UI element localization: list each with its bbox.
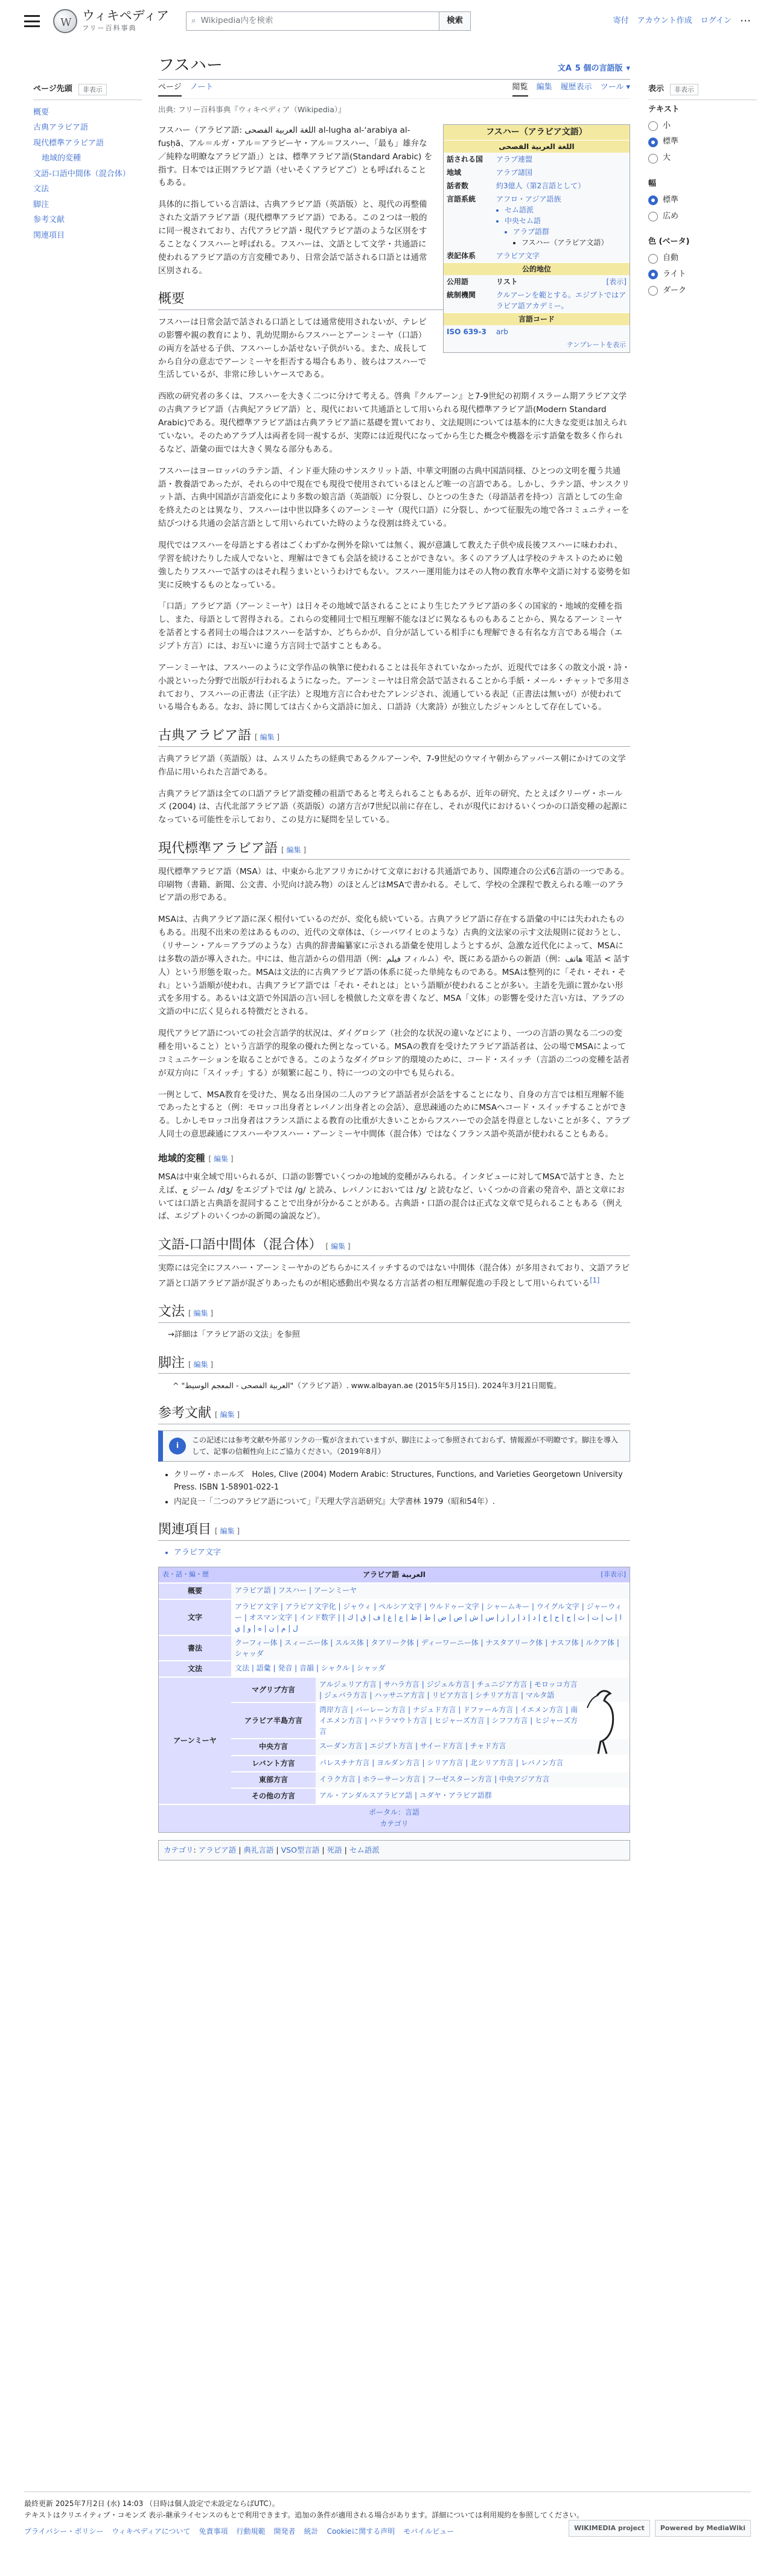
search-placeholder: Wikipedia内を検索: [200, 16, 273, 26]
search-form: [186, 11, 471, 31]
header-link[interactable]: ログイン: [700, 16, 732, 25]
intro-paragraph-2: 具体的に指している言語は、古典アラビア語（英語版）と、現代の再整備された文語アラビア語（現代標準アラビア語）である。この２つは一般的に同一視されており、古代アラビア語・現代アラビア語のような区別をすることなくフスハーと呼ばれる。フスハーは、文語として文学・共通語に使われるアラビア語の方言変種であり、日常会話で話される口語とは通常区別される。: [158, 200, 427, 276]
page-title: フスハー: [158, 56, 223, 75]
iso-label[interactable]: ISO 639-3: [447, 328, 486, 336]
radio-icon[interactable]: [648, 254, 658, 264]
toc-sidebar: [33, 83, 142, 243]
appearance-option[interactable]: [648, 194, 757, 207]
classical-paragraph: 古典アラビア語は全ての口語アラビア語変種の祖語であると考えられることもあるが、近年の研究、たとえばクリーヴ・ホールズ (2004) は、古代北部アラビア語（英語版）の諸方言が7世紀以前に存在し、それが現代におけるいくつかの口語変種の起源になっている可能性を示しており、この見方に疑問を呈している。: [158, 788, 628, 825]
family-3[interactable]: • アラブ語群: [513, 226, 627, 237]
regulator-value[interactable]: クルアーンを範とする。エジプトではアラビア語アカデミー。: [496, 291, 627, 310]
toc-item[interactable]: 文語-口語中間体（混合体）: [33, 169, 130, 179]
appearance-option-label: ダーク: [663, 285, 687, 295]
regional-paragraph: MSAは中東全域で用いられるが、口語の影響でいくつかの地域的変種がみられる。インタビューに対してMSAで話すとき、たとえば、ج ジーム /dʒ/ をエジプトでは /g/ と読み、レバノンにおいては /ʒ/ と読むなど、いくつかの音素の発音や、語と文章においては口語と古典語を混同することで出身が分かることがある。古典語・口語の混合は正式な文章で見られることもある（例えば、エジプトのいくつかの新聞の論説など）。: [158, 1172, 625, 1222]
category-link[interactable]: 死語: [327, 1845, 342, 1854]
appearance-sidebar: [648, 83, 757, 311]
tab-1[interactable]: ノート: [190, 82, 214, 92]
heading-notes: 脚注 [ 編集 ]: [158, 1355, 630, 1374]
last-modified: 最終更新 2025年7月2日 (水) 14:03 （日時は個人設定で未設定ならばUTC）。: [24, 2499, 279, 2508]
category-link[interactable]: セム語派: [349, 1845, 380, 1854]
citation-notice: [158, 1430, 630, 1462]
mixed-text: 実際には完全にフスハー・アーンミーヤかのどちらかにスイッチするのではない中間体（混合体）が多用されており、文語アラビア語と口語アラビア語が混ざりあったものが相応感動出や異なる方言話者の相互理解促進の手段として用いられている: [158, 1263, 630, 1289]
infobox-family-label: 言語系統: [447, 195, 476, 203]
navbox-category-link[interactable]: カテゴリ: [380, 1819, 409, 1829]
heading-overview-text: 概要: [158, 291, 185, 307]
appearance-title: 表示: [648, 84, 665, 94]
infobox-native-name: اللغة العربية الفصحى: [444, 140, 630, 153]
appearance-option-label: 小: [663, 121, 671, 130]
reference-item: • 内記良一「二つのアラビア語について」『天理大学言語研究』大学書林 1979（昭和54年）.: [174, 1496, 630, 1509]
heading-regional: 地域的変種 [ 編集 ]: [158, 1153, 234, 1164]
navbox-list[interactable]: アル・アンダルスアラビア語 | ユダヤ・アラビア語群: [316, 1789, 630, 1804]
appearance-header: [648, 83, 757, 100]
radio-icon[interactable]: [648, 212, 658, 221]
personal-tools: [613, 13, 751, 30]
navbox-toggle[interactable]: [非表示]: [601, 1570, 626, 1578]
navbox-title[interactable]: アラビア語: [363, 1570, 400, 1579]
action-tab-1[interactable]: 編集: [536, 82, 552, 92]
navbox-subrow: [231, 1738, 630, 1754]
action-tab-2[interactable]: 履歴表示: [560, 82, 592, 92]
more-options-icon[interactable]: ⋯: [740, 14, 751, 27]
overview-paragraph: アーンミーヤは、フスハーのように文学作品の執筆に使われることは長年されていなかったが、近現代では多くの散文小説・詩・小説といった分野で出版が行われるようになった。アーンミーヤは日常会話で話されることから手紙・メール・チャットで多用されており、フスハーの正書法（正字法）と現地方言に合わせたアレンジされ、流通している表記（正書法は無いが）が使われている場合もある。なお、詩に関しては古くから文語詩に加え、口語詩（大衆詩）が独立したジャンルとして存在している。: [158, 662, 630, 712]
language-button[interactable]: [558, 63, 630, 75]
infobox-row-label: 話される国: [447, 155, 483, 163]
toc-item[interactable]: 文法: [33, 185, 49, 194]
appearance-option-label: 大: [663, 153, 671, 163]
appearance-option[interactable]: [648, 285, 757, 297]
navbox-title-arabic: العربية: [401, 1570, 426, 1579]
category-box: カテゴリ: アラビア語 | 典礼言語 | VSO型言語 | 死語 | セム語派: [158, 1840, 630, 1861]
footer-link[interactable]: プライバシー・ポリシー: [24, 2527, 104, 2536]
infobox-family: [493, 192, 630, 249]
heading-classical-text: 古典アラビア語: [158, 728, 252, 744]
navbox-list[interactable]: アルジェリア方言 | サハラ方言 | ジジェル方言 | チュニジア方言 | モロッコ方言 | ジェバラ方言 | ハッサニア方言 | リビア方言 | シチリア方言 | マルタ語: [316, 1678, 630, 1702]
appearance-option-label: 自動: [663, 253, 679, 263]
radio-icon[interactable]: [648, 138, 658, 147]
footer-badge[interactable]: WIKIMEDIA project: [569, 2520, 650, 2537]
search-input[interactable]: [186, 11, 439, 31]
grammar-hatnote[interactable]: →詳細は「アラビア語の文法」を参照: [168, 1330, 300, 1339]
navbox-row: [159, 1635, 630, 1660]
infobox-template-link[interactable]: テンプレートを表示: [566, 341, 626, 349]
heading-related-text: 関連項目: [158, 1522, 212, 1538]
appearance-option-label: 広め: [663, 211, 679, 221]
site-logo[interactable]: [53, 9, 169, 34]
overview-paragraph: 西欧の研究者の多くは、フスハーを大きく二つに分けて考える。啓典『クルアーン』と7-9世紀の初期イスラーム期アラビア文学の古典アラビア語（古典紀アラビア語）と、現代において共通語として用いられる現代標準アラビア語(Modern Standard Arabic)である。現代標準アラビア語は古典アラビア語に基礎を置いており、文法規則については基本的に大きな変更は加えられていない。そのためアラブ人は両者を同一視するが、実際には近現代になってから生じた概念や機器を示す語彙を数多く作られるなど、語彙の面では大きく異なる部分もある。: [158, 392, 627, 454]
action-tab-3[interactable]: ツール ▾: [600, 82, 630, 92]
heading-mixed: 文語-口語中間体（混合体） [ 編集 ]: [158, 1237, 630, 1256]
heading-mixed-text: 文語-口語中間体（混合体）: [158, 1237, 322, 1253]
msa-paragraph: MSAは、古典アラビア語に深く根付いているのだが、変化も続いている。古典アラビア語に存在する語彙の中には失われたものもある。出現不出来の差はあるものの、近代の文章体は、（シーバワイヒのような）古典的文法家の示す文法規則に従おうとし、（リサーン・アル＝アラブのような）古典的辞書編纂家に示される語彙を使用しようとするが、急激な近代化によって、MSAには多数の語が導入された。中には、他言語からの借用語（例：فيلم フィルム）や、既にある語からの新語（例：هاتف 電話 < 話す人）という形態を取った。MSAは文法的に古典アラビア語の体系に従った単純なものである。MSAは整列的に「それ・それ・それ」という語順が使われ、古典アラビア語では「それ・それとは」という語順が使われることが多い。主語を先頭に置かない形式を多用する。あるいは文語で外国語の言い回しを模倣した文章を書くなど、MSA「文体」の影響を受けた言い方は、アラブの文語の中に広く見られる特徴だとされる。: [158, 915, 630, 1017]
site-sub: 出典: フリー百科事典『ウィキペディア（Wikipedia）』: [158, 105, 346, 114]
mixed-paragraph: [158, 1262, 630, 1290]
main-content: [158, 53, 630, 1861]
overview-paragraph: 「口語」アラビア語（アーンミーヤ）は日々その地域で話されることにより生じたアラビア語の多くの国家的・地域的変種を指し、また、母語として習得される。これらの変種同士で相互理解不能なほどに異なるものもあることから、異なるアーンミーヤを話者とする者同士の場合はフスハーを話すか、どちらかが、自分が話している相手にも理解できる有名な方言である場合（エジプト方言）には、お互いに違う方言同士で話すこともある。: [158, 601, 622, 651]
navbox-group-label[interactable]: アーンミーヤ: [159, 1678, 231, 1804]
heading-notes-text: 脚注: [158, 1355, 185, 1371]
infobox: [443, 124, 630, 353]
tab-0[interactable]: ページ: [158, 81, 182, 97]
toc-item[interactable]: 現代標準アラビア語: [33, 138, 104, 148]
reference-item: • クリーヴ・ホールズ Holes, Clive (2004) Modern Arabic: Structures, Functions, and Varieties Georgetown University Press. ISBN 1-58901-022-1: [174, 1469, 630, 1494]
edit-link[interactable]: 編集: [260, 733, 275, 742]
search-icon: ⌕: [191, 16, 196, 26]
wikipedia-globe-icon: [53, 9, 77, 33]
infobox-row-value[interactable]: アラブ連盟: [496, 155, 533, 163]
navbox-subrow: [231, 1702, 630, 1738]
edit-link[interactable]: 編集: [286, 846, 301, 855]
info-icon: i: [169, 1438, 186, 1455]
appearance-option-label: 標準: [663, 195, 679, 205]
toc-item[interactable]: 関連項目: [33, 230, 65, 240]
navbox-row: [159, 1582, 630, 1599]
heading-classical: 古典アラビア語 [ 編集 ]: [158, 728, 630, 747]
citation-notice-text: この記述には参考文献や外部リンクの一覧が含まれていますが、脚注によって参照されておらず、情報源が不明瞭です。脚注を導入して、記事の信頼性向上にご協力ください。（2019年8月）: [192, 1435, 618, 1456]
navbox-list[interactable]: イラク方言 | ホラーサーン方言 | フーゼスターン方言 | 中央アジア方言: [316, 1772, 630, 1788]
family-4: • フスハー（アラビア文語）: [521, 237, 627, 248]
radio-icon[interactable]: [648, 286, 658, 296]
toc-list: [33, 105, 142, 244]
footer-link[interactable]: 統計: [304, 2527, 319, 2536]
appearance-group-label: テキスト: [648, 104, 680, 114]
navbox-portal-link[interactable]: ポータル：言語: [368, 1808, 419, 1817]
navbox-footer: [159, 1804, 630, 1832]
toc-item[interactable]: 地域的変種: [42, 154, 81, 163]
footer-link[interactable]: 行動規範: [236, 2527, 266, 2536]
navbox-subrow: [231, 1755, 630, 1771]
navbox-subrow: [231, 1788, 630, 1804]
footer-link[interactable]: Cookieに関する声明: [327, 2527, 395, 2536]
navbox-subgroup-label[interactable]: 中央方言: [231, 1739, 316, 1754]
appearance-group: [648, 104, 757, 165]
navbox-row: [159, 1599, 630, 1635]
navbox-group-label[interactable]: 書法: [159, 1636, 231, 1660]
infobox-official-header: 公的地位: [444, 262, 630, 275]
navbox-subrow: [231, 1771, 630, 1788]
logo-title: ウィキペディア: [82, 8, 170, 23]
header-link[interactable]: アカウント作成: [637, 16, 692, 25]
intro-paragraph-1: フスハー（アラビア語: اللغة العربية الفصحى al-lugha al-ʻarabiya al-fuṣḥā、アル＝ルガ・アル＝アラビーヤ・アル＝フスハー、「最も」雄弁な／純粋な明瞭なアラビア語」）とは、標準アラビア語(Standard Arabic) を指す。日本では正則アラビア語（せいそくアラビアご）とも呼ばれることもある。: [158, 125, 433, 188]
appearance-option[interactable]: [648, 120, 757, 133]
infobox-row-value[interactable]: 約3億人（第2言語として）: [496, 182, 585, 190]
appearance-option-label: 標準: [663, 137, 679, 147]
family-0[interactable]: アフロ・アジア語族: [496, 195, 561, 203]
footer-badge[interactable]: Powered by MediaWiki: [655, 2520, 751, 2537]
iso-code[interactable]: arb: [496, 328, 508, 336]
reference-list: [158, 1469, 630, 1508]
overview-paragraph: フスハーはヨーロッパのラテン語、インド亜大陸のサンスクリット語、中華文明圏の古典中国語同様、ひとつの文明を覆う共通語・教養語であったが、それらの中で現在でも現役で使用されているほとんど唯一の言語である。しかし、ラテン語、サンスクリット語、古典中国語が言語変化により多数の娘言語（英語版）に分裂し、ひとつの生きた（母語話者を持つ）言語としての生命を終えたのとは異なり、フスハーは中世以降多くのアーンミーヤ（現代口語）に分裂し、かつて征服先の地で各コミュニティーを結びつける共通の会話言語として用いられていた時のような役割は終えている。: [158, 466, 630, 529]
msa-paragraph: 現代標準アラビア語（MSA）は、中東から北アフリカにかけて文章における共通語であり、国際連合の公式6言語の一つである。印刷物（書籍、新聞、公文書、小児向け読み物）のほとんどはMSAで書かれる。そして、学校の全課程で教えられる唯一のアラビア語の形である。: [158, 866, 630, 903]
edit-link[interactable]: 編集: [193, 1309, 208, 1318]
navbox-list[interactable]: アラビア語 | フスハー | アーンミーヤ: [231, 1584, 630, 1599]
navbox-group-label[interactable]: 文法: [159, 1661, 231, 1677]
category-link[interactable]: 典礼言語: [243, 1845, 274, 1854]
appearance-option[interactable]: [648, 252, 757, 265]
category-label[interactable]: カテゴリ: [164, 1845, 194, 1854]
chevron-down-icon: ▾: [626, 64, 630, 74]
navbox-subgroup-label[interactable]: 東部方言: [231, 1772, 316, 1788]
footer-link[interactable]: ウィキペディアについて: [112, 2527, 191, 2536]
footnote-1: ^ "العربية الفصحى - المعجم الوسيط"（アラビア語）. www.albayan.ae (2015年5月15日). 2024年3月21日閲覧。: [173, 1381, 561, 1391]
infobox-script-label: 表記体系: [447, 252, 476, 260]
toc-hide-button[interactable]: 非表示: [78, 84, 107, 96]
edit-link[interactable]: 編集: [330, 1242, 345, 1251]
radio-icon[interactable]: [648, 154, 658, 163]
overview-paragraph: フスハーは日常会話で話される口語としては通常使用されないが、テレビの影響や親の教育により、乳幼児期からフスハーとアーンミーヤ（口語）の両方を話せる子供、フスハーしか話せない子供がいる。また、成長してから自分の意志でアーンミーヤを拒否する場合もあり、彼らはフスハーで生活しているが、非常に珍しいケースである。: [158, 317, 427, 380]
official-list: リスト: [496, 278, 518, 286]
heading-grammar: 文法 [ 編集 ]: [158, 1304, 630, 1323]
header-link[interactable]: 寄付: [613, 16, 629, 25]
heading-msa: 現代標準アラビア語 [ 編集 ]: [158, 840, 630, 860]
infobox-row-label: 地域: [447, 168, 462, 177]
regulator-label: 統制機関: [447, 291, 476, 299]
navbox-list[interactable]: 文法 | 語彙 | 発音 | 音韻 | シャクル | シャッダ: [231, 1661, 630, 1677]
official-label: 公用語: [447, 278, 469, 286]
language-label: 5 個の言語版: [575, 64, 623, 74]
heading-regional-text: 地域的変種: [158, 1153, 205, 1164]
logo-subtitle: フリー百科事典: [82, 24, 137, 32]
heading-msa-text: 現代標準アラビア語: [158, 841, 278, 857]
related-link[interactable]: • アラビア文字: [174, 1547, 630, 1559]
appearance-group: [648, 178, 757, 223]
navbox-subgroup-label[interactable]: マグリブ方言: [231, 1678, 316, 1702]
toc-header: [33, 83, 142, 100]
official-show-toggle[interactable]: [表示]: [606, 278, 627, 286]
navbox-row: [159, 1660, 630, 1677]
infobox-code-header: 言語コード: [444, 312, 630, 325]
heading-related: 関連項目 [ 編集 ]: [158, 1521, 630, 1541]
site-header: [24, 7, 751, 35]
radio-icon[interactable]: [648, 270, 658, 279]
heading-refs-text: 参考文献: [158, 1406, 212, 1421]
translate-icon: 文A: [557, 64, 572, 74]
navbox-colloquial-group: [159, 1677, 630, 1804]
infobox-title: フスハー（アラビア文語）: [444, 125, 630, 140]
radio-icon[interactable]: [648, 195, 658, 205]
appearance-options: [648, 104, 757, 297]
navbox-group-label[interactable]: 文字: [159, 1600, 231, 1635]
edit-link[interactable]: 編集: [214, 1155, 229, 1164]
navbox-subgroup-label[interactable]: レバント方言: [231, 1756, 316, 1771]
navbox-list[interactable]: 湾岸方言 | バーレーン方言 | ナジュド方言 | ドファール方言 | イエメン方言 | 南イエメン方言 | ハドラマウト方言 | ヒジャーズ方言 | シフフ方言 | ヒジャーズ方言: [316, 1703, 630, 1738]
toc-item[interactable]: 脚注: [33, 200, 49, 209]
main-menu-icon[interactable]: [24, 15, 40, 27]
navbox-group-label[interactable]: 概要: [159, 1584, 231, 1599]
search-button[interactable]: 検索: [439, 11, 471, 31]
radio-icon[interactable]: [648, 121, 658, 131]
navbox-subgroup-label[interactable]: アラビア半島方言: [231, 1703, 316, 1738]
navbox-list[interactable]: スーダン方言 | エジプト方言 | サイード方言 | チャド方言: [316, 1739, 630, 1754]
edit-link[interactable]: 編集: [220, 1527, 235, 1536]
navbox-list[interactable]: クーフィー体 | スィーニー体 | スルス体 | タアリーク体 | ディーワーニー体 | ナスタアリーク体 | ナスフ体 | ルクア体 | シャッダ: [231, 1636, 630, 1660]
appearance-group: [648, 236, 757, 297]
appearance-option[interactable]: [648, 268, 757, 281]
msa-paragraph: 一例として、MSA教育を受けた、異なる出身国の二人のアラビア語話者が会話をすることになり、自身の方言では相互理解不能であったとすると（例：モロッコ出身者とレバノン出身者との会話）、意思疎通のためにMSAへコード・スイッチすることができる。しかしモロッコ出身者はフランス語による教育の比重が大きいことからフスハーでの会話を得意としないことが多く、アラブ人同士の意思疎通にフスハーやフスハー・アーンミーヤ中間体（混合体）ではなくフランス語や英語が使われることもある。: [158, 1090, 630, 1140]
infobox-script[interactable]: アラビア文字: [496, 252, 540, 260]
toc-item[interactable]: 参考文献: [33, 215, 65, 225]
category-link[interactable]: VSO型言語: [281, 1845, 320, 1854]
navbox-header: [159, 1567, 630, 1582]
toc-item[interactable]: 古典アラビア語: [33, 123, 89, 133]
heading-grammar-text: 文法: [158, 1304, 185, 1320]
related-list: [158, 1547, 630, 1559]
footer-link[interactable]: モバイルビュー: [403, 2527, 454, 2536]
appearance-option[interactable]: [648, 152, 757, 165]
appearance-group-label: 幅: [648, 179, 657, 188]
appearance-option[interactable]: [648, 136, 757, 148]
heading-refs: 参考文献 [ 編集 ]: [158, 1405, 630, 1424]
page-footer: [24, 2492, 751, 2538]
edit-link[interactable]: 編集: [193, 1360, 208, 1369]
navbox: [158, 1567, 630, 1833]
ibis-illustration: [585, 1684, 625, 1756]
navbox-list[interactable]: アラビア文字 | アラビア文字化 | ジャウィ | ペルシア文字 | ウルドゥー文字 | シャームキー | ウイグル文字 | ジャーウィー | オスマン文字 | インド数字 | ا | ب | ت | ث | ج | ح | خ | د | ذ | ر | ز | س | ش | ص | ض | ط | ظ | ع | غ | ف | ق | ك | ل | م | ن | ه | و | ي: [231, 1600, 630, 1635]
family-1[interactable]: • セム語派: [505, 205, 627, 215]
infobox-row-value[interactable]: アラブ諸国: [496, 168, 533, 177]
appearance-option[interactable]: [648, 211, 757, 223]
edit-link[interactable]: 編集: [220, 1410, 235, 1420]
license-text: テキストはクリエイティブ・コモンズ 表示-継承ライセンスのもとで利用できます。追加の条件が適用される場合があります。詳細については利用規約を参照してください。: [24, 2511, 584, 2520]
category-link[interactable]: アラビア語: [198, 1845, 237, 1854]
navbox-subrow: [231, 1678, 630, 1702]
appearance-hide-button[interactable]: 非表示: [670, 84, 698, 96]
action-tab-0[interactable]: 閲覧: [512, 81, 528, 97]
footer-link[interactable]: 免責事項: [199, 2527, 228, 2536]
appearance-option-label: ライト: [663, 269, 686, 279]
classical-paragraph: 古典アラビア語（英語版）は、ムスリムたちの経典であるクルアーンや、7-9世紀のウマイヤ朝からアッバース朝にかけての文学作品に用いられた言語である。: [158, 753, 626, 777]
navbox-subgroup-label[interactable]: その他の方言: [231, 1789, 316, 1804]
toc-title: ページ先頭: [33, 84, 72, 94]
page-tabs: [158, 80, 630, 99]
overview-paragraph: 現代ではフスハーを母語とする者はごくわずかな例外を除いては無く、親が意識して教えた子供や成長後フスハーに味わわれ、学習を続けたりした成人でないと、理解はできても会話を続けることができない。多くのアラブ人は学校のテキストのために勉強したりフスハーで話すのはそれ程うまいというわけでもない。フスハー運用能力はその人物の教育水準や文語に対する姿勢を如実に反映するものとなっている。: [158, 540, 630, 590]
infobox-row-label: 話者数: [447, 182, 469, 190]
msa-paragraph: 現代アラビア語についての社会言語学的状況は、ダイグロシア（社会的な状況の違いなどにより、一つの言語の異なる二つの変種を用いること）という言語学的現象の優れた例となっている。MSAの教育を受けたアラビア語話者は、公の場でMSAによってコミュニケーションを取ることができる。このようなダイグロシア的環境のために、コード・スイッチ（言語の二つの変種を話者が双方向に「スイッチ」する）が頻繁に起こり、特に一つの文の中でも見られる。: [158, 1029, 630, 1078]
appearance-group-label: 色 (ベータ): [648, 237, 690, 247]
footnote-ref[interactable]: [1]: [590, 1276, 600, 1284]
navbox-vte-links[interactable]: 表・話・編・歴: [162, 1570, 209, 1578]
toc-item[interactable]: 概要: [33, 107, 49, 117]
navbox-list[interactable]: パレスチナ方言 | ヨルダン方言 | シリア方言 | 北シリア方言 | レバノン方言: [316, 1756, 630, 1771]
family-2[interactable]: • 中央セム語: [505, 215, 627, 226]
footer-link[interactable]: 開発者: [273, 2527, 296, 2536]
